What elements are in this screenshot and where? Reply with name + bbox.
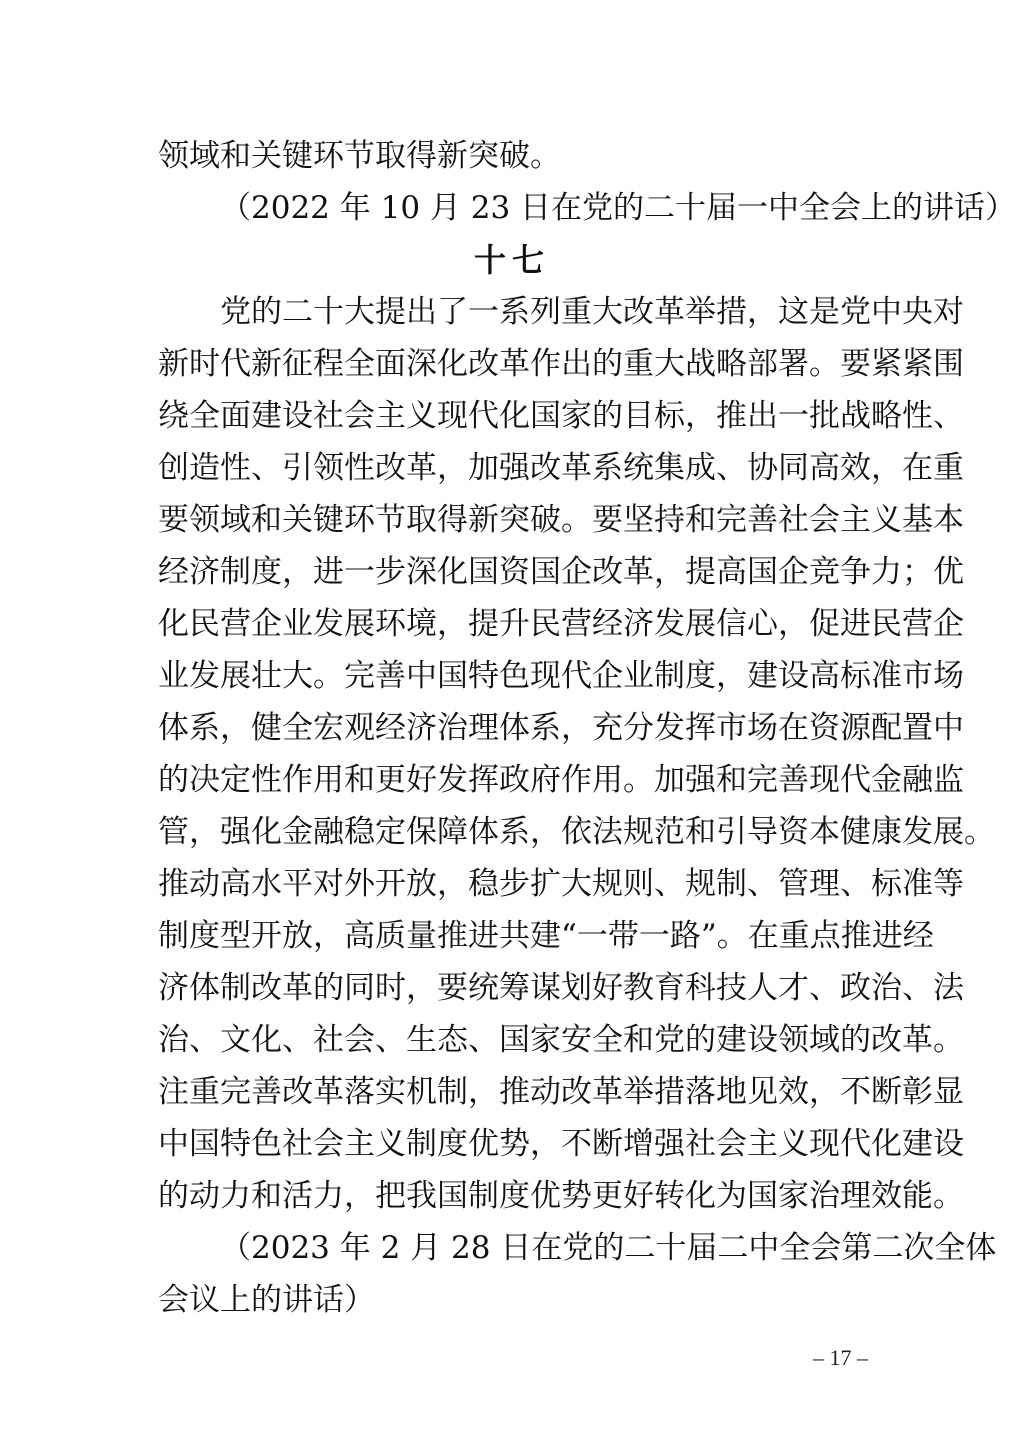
source-citation-2-line-1: （2023 年 2 月 28 日在党的二十届二中全会第二次全体	[220, 1230, 997, 1266]
paragraph-line: 绕全面建设社会主义现代化国家的目标，推出一批战略性、	[158, 398, 964, 434]
paragraph-line: 管，强化金融稳定保障体系，依法规范和引导资本健康发展。	[158, 814, 995, 850]
page-number: – 17 –	[813, 1345, 868, 1370]
opening-line: 领域和关键环节取得新突破。	[158, 138, 561, 174]
paragraph-line: 制度型开放，高质量推进共建“一带一路”。在重点推进经	[158, 918, 934, 954]
paragraph-line: 要领域和关键环节取得新突破。要坚持和完善社会主义基本	[158, 502, 964, 538]
paragraph-line: 济体制改革的同时，要统筹谋划好教育科技人才、政治、法	[158, 970, 964, 1006]
paragraph-line: 创造性、引领性改革，加强改革系统集成、协同高效，在重	[158, 450, 964, 486]
paragraph-line: 推动高水平对外开放，稳步扩大规则、规制、管理、标准等	[158, 866, 964, 902]
paragraph-line: 体系，健全宏观经济治理体系，充分发挥市场在资源配置中	[158, 710, 964, 746]
paragraph-line: 中国特色社会主义制度优势，不断增强社会主义现代化建设	[158, 1126, 964, 1162]
paragraph-line: 经济制度，进一步深化国资国企改革，提高国企竞争力；优	[158, 554, 964, 590]
paragraph-line: 的决定性作用和更好发挥政府作用。加强和完善现代金融监	[158, 762, 964, 798]
paragraph-line: 业发展壮大。完善中国特色现代企业制度，建设高标准市场	[158, 658, 964, 694]
paragraph-line: 注重完善改革落实机制，推动改革举措落地见效，不断彰显	[158, 1074, 964, 1110]
paragraph-line: 的动力和活力，把我国制度优势更好转化为国家治理效能。	[158, 1178, 964, 1214]
paragraph-line: 化民营企业发展环境，提升民营经济发展信心，促进民营企	[158, 606, 964, 642]
source-citation-1: （2022 年 10 月 23 日在党的二十届一中全会上的讲话）	[220, 190, 1017, 226]
paragraph-line: 新时代新征程全面深化改革作出的重大战略部署。要紧紧围	[158, 346, 964, 382]
paragraph-line: 治、文化、社会、生态、国家安全和党的建设领域的改革。	[158, 1022, 964, 1058]
source-citation-2-line-2: 会议上的讲话）	[158, 1282, 375, 1318]
section-title: 十七	[473, 241, 550, 279]
paragraph-line: 党的二十大提出了一系列重大改革举措，这是党中央对	[220, 294, 964, 330]
